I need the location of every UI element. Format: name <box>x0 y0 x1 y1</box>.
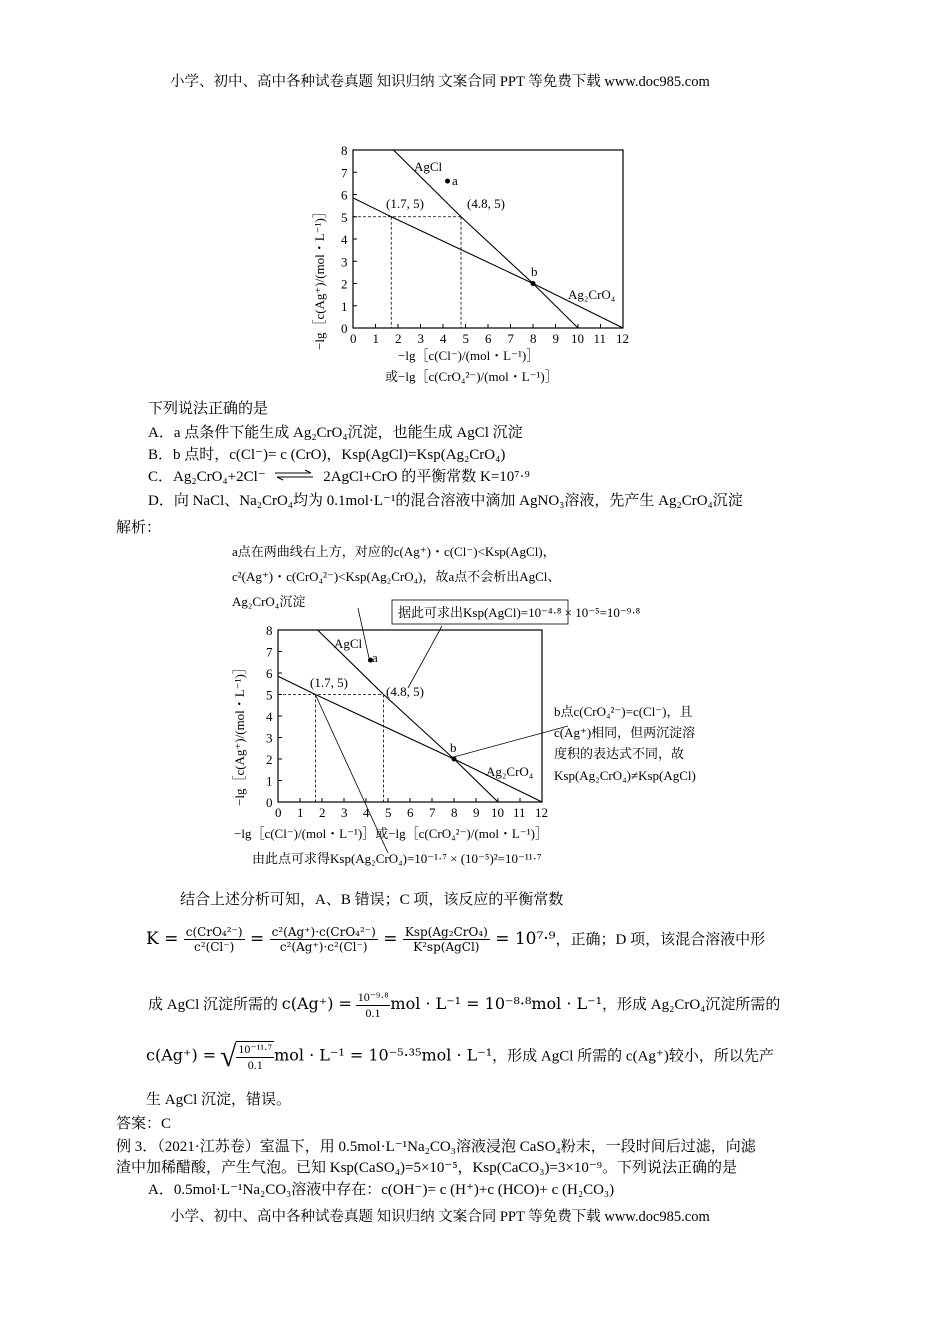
line3-rhs: mol · L⁻¹ = 10⁻⁵·³⁵mol · L⁻¹ <box>274 1045 493 1065</box>
example-3-option-a: A．0.5mol·L⁻¹Na₂CO₃溶液中存在：c(OH⁻)= c (H⁺)+c (HCO)+ c (H₂CO₃) <box>148 1182 615 1198</box>
x-axis-label-combined: −lg［c(Cl⁻)/(mol・L⁻¹)］或−lg［c(CrO₄²⁻)/(mol・L⁻¹)］ <box>234 826 548 841</box>
figure-1-chart <box>310 140 640 390</box>
x-tick-label: 1 <box>297 805 304 820</box>
y-tick-label: 3 <box>266 730 273 746</box>
point-a <box>445 179 450 184</box>
svg-text:−lg［c(Ag⁺)/(mol・L⁻¹)］: −lg［c(Ag⁺)/(mol・L⁻¹)］ <box>232 661 247 806</box>
y-tick-label: 0 <box>266 795 273 810</box>
curve-ag2cro4-label-2: Ag₂CrO₄ <box>486 764 534 779</box>
x-tick-label: 2 <box>395 331 402 346</box>
x-tick-label: 11 <box>593 331 607 346</box>
line2-pre: 成 AgCl 沉淀所需的 <box>148 996 279 1013</box>
x-tick-label: 7 <box>507 331 514 346</box>
y-tick-label: 1 <box>341 298 348 314</box>
x-tick-label: 5 <box>385 805 392 820</box>
y-tick-label: 3 <box>341 254 348 270</box>
option-c-left: C．Ag₂CrO₄+2Cl⁻ <box>148 469 266 485</box>
x-tick-label: 3 <box>341 805 348 820</box>
analysis-line-2 <box>148 990 780 1021</box>
eq1-k: K = <box>146 929 179 949</box>
y-tick-label: 5 <box>266 687 273 703</box>
line2-tail: ，形成 Ag₂CrO₄沉淀所需的 <box>602 996 781 1013</box>
page-header: 小学、初中、高中各种试卷真题 知识归纳 文案合同 PPT 等免费下载 www.doc985.com <box>170 74 710 90</box>
note-b-1: b点c(CrO₄²⁻)=c(Cl⁻)，且 <box>554 704 693 719</box>
figure-2-annotated-chart <box>228 540 748 870</box>
analysis-line-4: 生 AgCl 沉淀，错误。 <box>146 1092 292 1108</box>
annotation-1: (1.7, 5) <box>386 196 424 211</box>
note-bottom: 由此点可求得Ksp(Ag₂CrO₄)=10⁻¹·⁷ × (10⁻⁵)²=10⁻¹¹·⁷ <box>252 851 542 866</box>
point-a-label-2: a <box>372 650 378 665</box>
x-tick-label: 8 <box>451 805 458 820</box>
x-tick-label: 10 <box>571 331 584 346</box>
x-tick-label: 12 <box>535 805 548 820</box>
point-b-label: b <box>531 264 538 279</box>
x-tick-label: 7 <box>429 805 436 820</box>
x-tick-label: 9 <box>552 331 559 346</box>
series-line-agcl <box>318 630 498 802</box>
eq1-frac-1: $\frac{\text{c(CrO₄²⁻)}}{\text{c²(Cl⁻)}}$ <box>185 925 243 954</box>
annotation-2: (4.8, 5) <box>467 196 505 211</box>
line2-lhs: c(Ag⁺) = <box>281 993 352 1013</box>
annotation-1-2: (1.7, 5) <box>310 675 348 690</box>
y-tick-label: 1 <box>266 773 273 789</box>
y-tick-label: 4 <box>266 709 273 724</box>
equation-1: K = $\frac{\text{c(CrO₄²⁻)}}{\text{c²(Cl⁻)}}$ = $\frac{\text{c²(Ag⁺)·c(CrO₄²⁻)}}{\text{c²(Ag⁺)·c²(Cl⁻)}}$ = $\frac{\text{Ksp(Ag₂CrO₄)}}{\text{K²sp(AgCl)}}$ = 10⁷·⁹，正确；D 项，该混合溶液中形 <box>146 925 766 954</box>
y-tick-label: 4 <box>341 232 348 247</box>
option-d: D．向 NaCl、Na₂CrO₄均为 0.1mol·L⁻¹的混合溶液中滴加 AgNO₃溶液，先产生 Ag₂CrO₄沉淀 <box>148 493 743 509</box>
note-a-2: c²(Ag⁺)・c(CrO₄²⁻)<Ksp(Ag₂CrO₄)，故a点不会析出AgCl、 <box>232 569 561 584</box>
x-tick-label: 11 <box>513 805 526 820</box>
annotation-2-2: (4.8, 5) <box>386 684 424 699</box>
x-tick-label: 6 <box>407 805 414 820</box>
figure-2-y-axis-label <box>228 630 252 810</box>
line3-tail: ，形成 AgCl 所需的 c(Ag⁺)较小，所以先产 <box>492 1048 774 1065</box>
point-b <box>531 281 536 286</box>
line3-frac: $\frac{\text{10⁻¹¹·⁷}}{0.1}$ <box>238 1042 273 1072</box>
x-tick-label: 6 <box>485 331 492 346</box>
question-stem: 下列说法正确的是 <box>148 401 269 417</box>
x-tick-label: 0 <box>275 805 282 820</box>
x-tick-label: 12 <box>616 331 629 346</box>
y-tick-label: 0 <box>341 321 348 336</box>
analysis-line-3 <box>146 1040 774 1074</box>
x-tick-label: 8 <box>530 331 537 346</box>
note-a-1: a点在两曲线右上方，对应的c(Ag⁺)・c(Cl⁻)<Ksp(AgCl)， <box>232 544 556 559</box>
y-tick-label: 7 <box>341 165 348 181</box>
y-tick-label: 7 <box>266 644 273 660</box>
curve-agcl-label: AgCl <box>414 159 443 174</box>
eq1-result: = 10⁷·⁹ <box>495 929 556 949</box>
x-tick-label: 5 <box>462 331 469 346</box>
y-tick-label: 6 <box>341 187 348 203</box>
x-tick-label: 10 <box>491 805 504 820</box>
y-axis-label: −lg［c(Ag⁺)/(mol・L⁻¹)］ <box>312 205 327 350</box>
eq1-frac-2: $\frac{\text{c²(Ag⁺)·c(CrO₄²⁻)}}{\text{c²(Ag⁺)·c²(Cl⁻)}}$ <box>271 925 376 954</box>
y-tick-label: 2 <box>341 276 348 292</box>
option-b: B．b 点时，c(Cl⁻)= c (CrO)，Ksp(AgCl)=Ksp(Ag₂CrO₄) <box>148 447 506 463</box>
line2-rhs: mol · L⁻¹ = 10⁻⁸·⁸mol · L⁻¹ <box>390 993 603 1013</box>
answer: 答案：C <box>116 1116 172 1132</box>
eq1-frac-3: $\frac{\text{Ksp(Ag₂CrO₄)}}{\text{K²sp(AgCl)}}$ <box>404 925 488 954</box>
y-tick-label: 8 <box>341 143 348 158</box>
page-footer: 小学、初中、高中各种试卷真题 知识归纳 文案合同 PPT 等免费下载 www.doc985.com <box>170 1209 710 1225</box>
example-3-line-2: 渣中加稀醋酸，产生气泡。已知 Ksp(CaSO₄)=5×10⁻⁵，Ksp(CaCO₃)=3×10⁻⁹。下列说法正确的是 <box>116 1160 738 1176</box>
line3-lhs: c(Ag⁺) = <box>146 1045 217 1065</box>
x-tick-label: 1 <box>372 331 379 346</box>
y-tick-label: 5 <box>341 209 348 225</box>
example-3-line-1: 例 3．（2021·江苏卷）室温下，用 0.5mol·L⁻¹Na₂CO₃溶液浸泡 CaSO₄粉末，一段时间后过滤，向滤 <box>116 1139 756 1155</box>
line2-frac: $\frac{\text{10⁻⁹·⁸}}{0.1}$ <box>357 990 389 1020</box>
option-c-right: 2AgCl+CrO 的平衡常数 K=10⁷·⁹ <box>323 469 530 485</box>
analysis-paragraph-1: 结合上述分析可知，A、B 错误；C 项，该反应的平衡常数 <box>180 892 564 908</box>
point-b-label-2: b <box>450 740 457 755</box>
note-ksp-agcl: 据此可求出Ksp(AgCl)=10⁻⁴·⁸ × 10⁻⁵=10⁻⁹·⁸ <box>398 605 641 620</box>
note-b-2: c(Ag⁺)相同，但两沉淀溶 <box>554 725 696 740</box>
y-tick-label: 2 <box>266 752 273 767</box>
point-a-label: a <box>452 173 458 188</box>
x-tick-label: 3 <box>417 331 424 346</box>
x-tick-label: 4 <box>363 805 370 820</box>
analysis-label: 解析： <box>116 520 162 536</box>
x-axis-label-2: 或−lg［c(CrO₄²⁻)/(mol・L⁻¹)］ <box>385 369 558 384</box>
equilibrium-arrow-icon <box>273 469 315 486</box>
note-b-4: Ksp(Ag₂CrO₄)≠Ksp(AgCl) <box>554 768 696 783</box>
x-tick-label: 2 <box>319 805 326 820</box>
curve-agcl-label-2: AgCl <box>334 636 363 651</box>
x-axis-label-1: −lg［c(Cl⁻)/(mol・L⁻¹)］ <box>398 348 540 363</box>
option-c <box>148 465 530 486</box>
curve-ag2cro4-label: Ag₂CrO₄ <box>568 287 616 302</box>
x-tick-label: 9 <box>473 805 480 820</box>
sqrt-sign-icon: √ <box>219 1040 237 1073</box>
option-a: A．a 点条件下能生成 Ag₂CrO₄沉淀，也能生成 AgCl 沉淀 <box>148 425 523 441</box>
y-tick-label: 8 <box>266 623 273 638</box>
series-line-ag2cro4 <box>353 198 623 328</box>
series-line-agcl <box>394 150 579 328</box>
x-tick-label: 0 <box>350 331 357 346</box>
note-b-3: 度积的表达式不同，故 <box>554 746 685 761</box>
x-tick-label: 4 <box>440 331 447 346</box>
y-tick-label: 6 <box>266 666 273 681</box>
note-a-3: Ag₂CrO₄沉淀 <box>232 594 306 609</box>
eq1-tail: ，正确；D 项，该混合溶液中形 <box>555 932 766 948</box>
